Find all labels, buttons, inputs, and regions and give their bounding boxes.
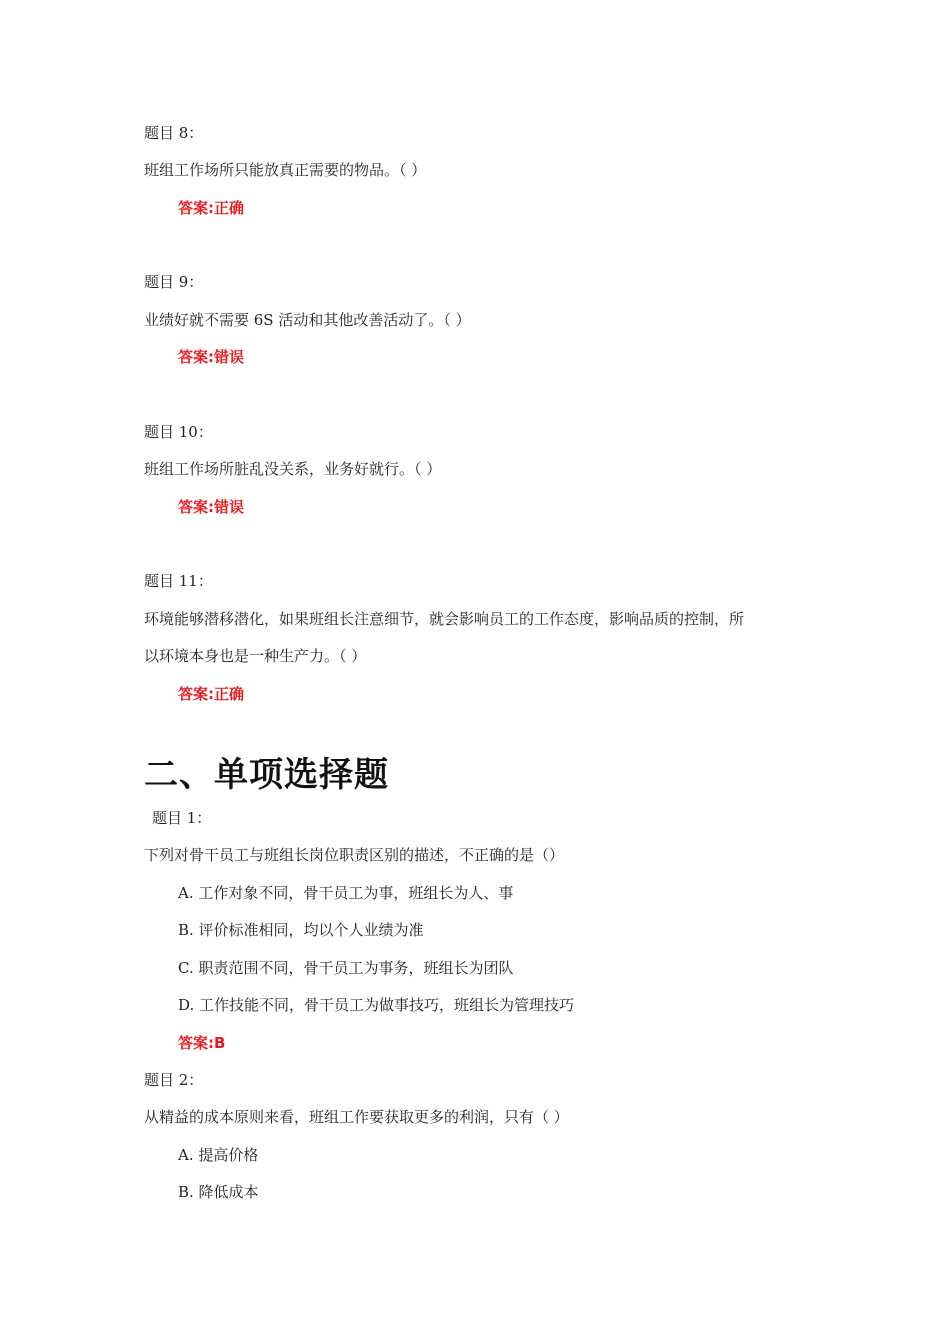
question-label: 题目 1： xyxy=(152,809,212,827)
question-text: 下列对骨干员工与班组长岗位职责区别的描述，不正确的是（） xyxy=(144,846,565,864)
answer-text: 答案:B xyxy=(178,1034,226,1052)
question-label: 题目 2： xyxy=(144,1071,204,1089)
question-text: 业绩好就不需要 6S 活动和其他改善活动了。（ ） xyxy=(144,311,471,329)
option-b: B. 评价标准相同，均以个人业绩为准 xyxy=(178,921,424,939)
option-d: D. 工作技能不同，骨干员工为做事技巧，班组长为管理技巧 xyxy=(178,996,575,1014)
question-text: 从精益的成本原则来看，班组工作要获取更多的利润，只有（ ） xyxy=(144,1108,569,1126)
question-label: 题目 10： xyxy=(144,423,213,441)
question-text-line-2: 以环境本身也是一种生产力。（ ） xyxy=(144,647,367,665)
answer-text: 答案:错误 xyxy=(178,498,244,516)
question-text-line-1: 环境能够潜移潜化，如果班组长注意细节，就会影响员工的工作态度，影响品质的控制，所 xyxy=(144,610,745,628)
question-label: 题目 9： xyxy=(144,273,204,291)
question-text: 班组工作场所只能放真正需要的物品。（ ） xyxy=(144,161,427,179)
section-heading: 二、单项选择题 xyxy=(144,755,389,795)
answer-text: 答案:错误 xyxy=(178,348,244,366)
answer-text: 答案:正确 xyxy=(178,199,244,217)
option-a: A. 提高价格 xyxy=(178,1146,259,1164)
option-a: A. 工作对象不同，骨干员工为事，班组长为人、事 xyxy=(178,884,514,902)
option-c: C. 职责范围不同，骨干员工为事务，班组长为团队 xyxy=(178,959,514,977)
question-label: 题目 11： xyxy=(144,572,213,590)
question-text: 班组工作场所脏乱没关系，业务好就行。（ ） xyxy=(144,460,442,478)
answer-text: 答案:正确 xyxy=(178,685,244,703)
question-label: 题目 8： xyxy=(144,124,204,142)
option-b: B. 降低成本 xyxy=(178,1183,259,1201)
